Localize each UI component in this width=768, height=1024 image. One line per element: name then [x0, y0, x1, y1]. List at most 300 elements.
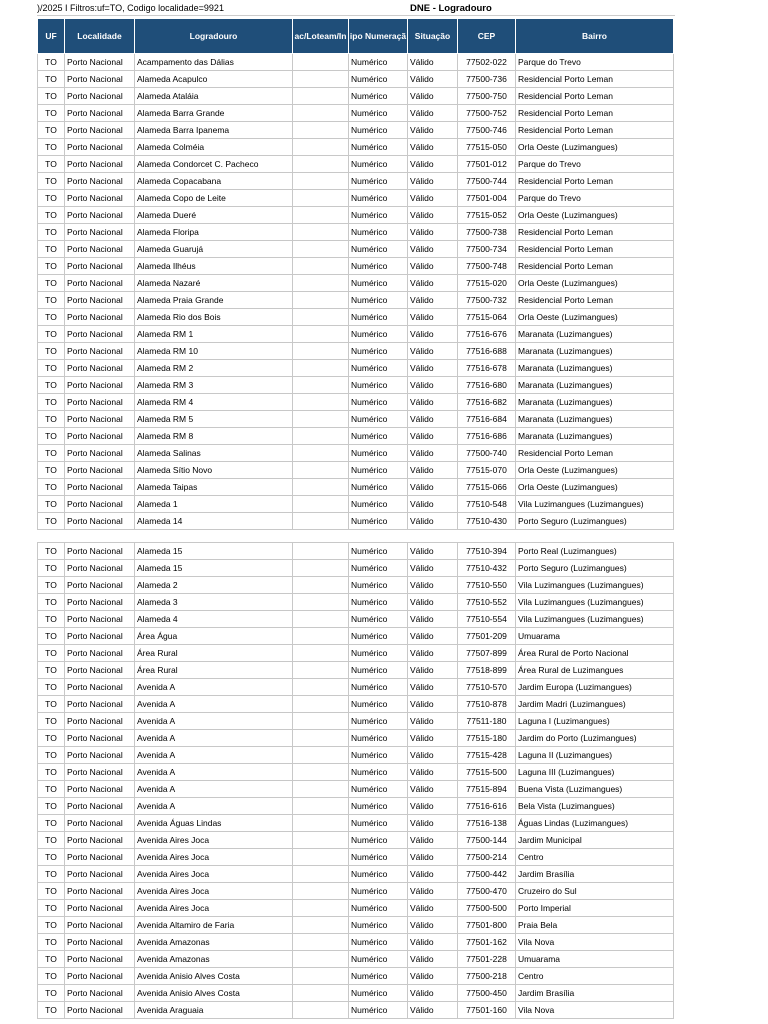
cell-tipo-numeracao: Numérico [349, 577, 408, 594]
cell-situacao: Válido [408, 241, 458, 258]
cell-bairro: Porto Seguro (Luzimangues) [516, 513, 674, 530]
table-header-row [38, 19, 674, 54]
cell-logradouro: Avenida A [135, 696, 293, 713]
cell-logradouro: Alameda Copo de Leite [135, 190, 293, 207]
cell-complemento [293, 411, 349, 428]
cell-tipo-numeracao: Numérico [349, 360, 408, 377]
table-row [38, 139, 674, 156]
cell-tipo-numeracao: Numérico [349, 628, 408, 645]
cell-localidade: Porto Nacional [65, 849, 135, 866]
cell-localidade: Porto Nacional [65, 411, 135, 428]
cell-tipo-numeracao: Numérico [349, 292, 408, 309]
cell-cep: 77515-894 [458, 781, 516, 798]
cell-situacao: Válido [408, 190, 458, 207]
cell-localidade: Porto Nacional [65, 730, 135, 747]
cell-cep: 77516-684 [458, 411, 516, 428]
cell-uf: TO [38, 360, 65, 377]
cell-complemento [293, 207, 349, 224]
cell-logradouro: Área Água [135, 628, 293, 645]
cell-complemento [293, 985, 349, 1002]
cell-bairro: Residencial Porto Leman [516, 292, 674, 309]
table-row [38, 628, 674, 645]
table-row [38, 900, 674, 917]
cell-bairro: Umuarama [516, 628, 674, 645]
table-row [38, 662, 674, 679]
cell-situacao: Válido [408, 377, 458, 394]
cell-localidade: Porto Nacional [65, 513, 135, 530]
cell-complemento [293, 747, 349, 764]
cell-complemento [293, 662, 349, 679]
cell-localidade: Porto Nacional [65, 832, 135, 849]
cell-complemento [293, 781, 349, 798]
cell-complemento [293, 292, 349, 309]
cell-bairro: Maranata (Luzimangues) [516, 343, 674, 360]
cell-bairro: Jardim Brasília [516, 985, 674, 1002]
cell-tipo-numeracao: Numérico [349, 1002, 408, 1019]
cell-localidade: Porto Nacional [65, 798, 135, 815]
cell-cep: 77515-050 [458, 139, 516, 156]
cell-uf: TO [38, 543, 65, 560]
cell-tipo-numeracao: Numérico [349, 88, 408, 105]
cell-logradouro: Alameda Nazaré [135, 275, 293, 292]
col-header-bairro: Bairro [516, 19, 674, 54]
cell-uf: TO [38, 832, 65, 849]
cell-complemento [293, 224, 349, 241]
cell-situacao: Válido [408, 679, 458, 696]
cell-uf: TO [38, 343, 65, 360]
cell-uf: TO [38, 696, 65, 713]
cell-localidade: Porto Nacional [65, 951, 135, 968]
cell-cep: 77510-548 [458, 496, 516, 513]
cell-situacao: Válido [408, 951, 458, 968]
cell-complemento [293, 611, 349, 628]
cell-tipo-numeracao: Numérico [349, 71, 408, 88]
cell-bairro: Jardim Brasília [516, 866, 674, 883]
cell-localidade: Porto Nacional [65, 224, 135, 241]
cell-uf: TO [38, 611, 65, 628]
cell-tipo-numeracao: Numérico [349, 428, 408, 445]
col-header-uf: UF [38, 19, 65, 54]
cell-tipo-numeracao: Numérico [349, 543, 408, 560]
cell-situacao: Válido [408, 934, 458, 951]
cell-situacao: Válido [408, 71, 458, 88]
cell-cep: 77500-746 [458, 122, 516, 139]
cell-bairro: Bela Vista (Luzimangues) [516, 798, 674, 815]
table-row [38, 696, 674, 713]
cell-tipo-numeracao: Numérico [349, 462, 408, 479]
cell-uf: TO [38, 479, 65, 496]
cell-uf: TO [38, 54, 65, 71]
cell-logradouro: Avenida Aires Joca [135, 866, 293, 883]
cell-localidade: Porto Nacional [65, 594, 135, 611]
cell-uf: TO [38, 122, 65, 139]
cell-uf: TO [38, 917, 65, 934]
cell-bairro: Orla Oeste (Luzimangues) [516, 309, 674, 326]
cell-bairro: Residencial Porto Leman [516, 241, 674, 258]
cell-cep: 77501-162 [458, 934, 516, 951]
cell-complemento [293, 428, 349, 445]
cell-situacao: Válido [408, 968, 458, 985]
cell-tipo-numeracao: Numérico [349, 611, 408, 628]
cell-complemento [293, 560, 349, 577]
cell-complemento [293, 713, 349, 730]
cell-cep: 77516-688 [458, 343, 516, 360]
cell-situacao: Válido [408, 224, 458, 241]
cell-logradouro: Alameda RM 4 [135, 394, 293, 411]
cell-complemento [293, 88, 349, 105]
cell-cep: 77515-180 [458, 730, 516, 747]
cell-logradouro: Alameda Copacabana [135, 173, 293, 190]
cell-tipo-numeracao: Numérico [349, 696, 408, 713]
col-header-tipo-numeracao: ipo Numeraçã [349, 19, 408, 54]
cell-situacao: Válido [408, 496, 458, 513]
cell-tipo-numeracao: Numérico [349, 815, 408, 832]
cell-bairro: Parque do Trevo [516, 156, 674, 173]
cell-uf: TO [38, 577, 65, 594]
cell-situacao: Válido [408, 662, 458, 679]
cell-cep: 77501-228 [458, 951, 516, 968]
cell-tipo-numeracao: Numérico [349, 832, 408, 849]
cell-bairro: Residencial Porto Leman [516, 445, 674, 462]
cell-localidade: Porto Nacional [65, 54, 135, 71]
table-row [38, 462, 674, 479]
cell-bairro: Jardim Municipal [516, 832, 674, 849]
cell-uf: TO [38, 628, 65, 645]
table-row [38, 513, 674, 530]
cell-bairro: Centro [516, 849, 674, 866]
cell-localidade: Porto Nacional [65, 343, 135, 360]
cell-tipo-numeracao: Numérico [349, 560, 408, 577]
cell-complemento [293, 173, 349, 190]
cell-logradouro: Avenida Araguaia [135, 1002, 293, 1019]
cell-complemento [293, 241, 349, 258]
table-row [38, 730, 674, 747]
cell-cep: 77518-899 [458, 662, 516, 679]
cell-cep: 77500-752 [458, 105, 516, 122]
cell-uf: TO [38, 309, 65, 326]
cell-logradouro: Avenida A [135, 781, 293, 798]
cell-uf: TO [38, 173, 65, 190]
cell-bairro: Laguna III (Luzimangues) [516, 764, 674, 781]
cell-logradouro: Área Rural [135, 645, 293, 662]
cell-tipo-numeracao: Numérico [349, 917, 408, 934]
cell-bairro: Maranata (Luzimangues) [516, 411, 674, 428]
cell-bairro: Orla Oeste (Luzimangues) [516, 207, 674, 224]
cell-tipo-numeracao: Numérico [349, 747, 408, 764]
cell-situacao: Válido [408, 832, 458, 849]
cell-localidade: Porto Nacional [65, 747, 135, 764]
cell-localidade: Porto Nacional [65, 985, 135, 1002]
cell-logradouro: Alameda 3 [135, 594, 293, 611]
cell-bairro: Área Rural de Porto Nacional [516, 645, 674, 662]
cell-localidade: Porto Nacional [65, 662, 135, 679]
cell-logradouro: Alameda Barra Grande [135, 105, 293, 122]
cell-tipo-numeracao: Numérico [349, 326, 408, 343]
cell-logradouro: Avenida Aires Joca [135, 900, 293, 917]
cell-uf: TO [38, 275, 65, 292]
cell-localidade: Porto Nacional [65, 173, 135, 190]
cell-complemento [293, 628, 349, 645]
cell-cep: 77500-500 [458, 900, 516, 917]
cell-complemento [293, 190, 349, 207]
cell-complemento [293, 798, 349, 815]
cell-cep: 77510-552 [458, 594, 516, 611]
cell-localidade: Porto Nacional [65, 815, 135, 832]
cell-logradouro: Alameda 15 [135, 543, 293, 560]
cell-complemento [293, 730, 349, 747]
cell-logradouro: Acampamento das Dálias [135, 54, 293, 71]
cell-cep: 77500-218 [458, 968, 516, 985]
cell-logradouro: Alameda RM 8 [135, 428, 293, 445]
cell-localidade: Porto Nacional [65, 139, 135, 156]
cell-situacao: Válido [408, 54, 458, 71]
cell-situacao: Válido [408, 917, 458, 934]
cell-complemento [293, 832, 349, 849]
cell-bairro: Maranata (Luzimangues) [516, 428, 674, 445]
cell-bairro: Laguna II (Luzimangues) [516, 747, 674, 764]
table-row [38, 560, 674, 577]
cell-tipo-numeracao: Numérico [349, 224, 408, 241]
table-row [38, 445, 674, 462]
table-row [38, 985, 674, 1002]
table-row [38, 54, 674, 71]
cell-localidade: Porto Nacional [65, 377, 135, 394]
logradouro-table [37, 18, 674, 530]
cell-cep: 77500-144 [458, 832, 516, 849]
table-row [38, 156, 674, 173]
cell-logradouro: Avenida A [135, 713, 293, 730]
cell-bairro: Residencial Porto Leman [516, 88, 674, 105]
cell-localidade: Porto Nacional [65, 628, 135, 645]
cell-cep: 77510-432 [458, 560, 516, 577]
cell-situacao: Válido [408, 645, 458, 662]
cell-tipo-numeracao: Numérico [349, 730, 408, 747]
col-header-situacao: Situação [408, 19, 458, 54]
cell-tipo-numeracao: Numérico [349, 207, 408, 224]
cell-logradouro: Avenida Altamiro de Faria [135, 917, 293, 934]
cell-localidade: Porto Nacional [65, 190, 135, 207]
cell-situacao: Válido [408, 326, 458, 343]
cell-uf: TO [38, 292, 65, 309]
cell-complemento [293, 275, 349, 292]
cell-bairro: Residencial Porto Leman [516, 224, 674, 241]
table-row [38, 292, 674, 309]
cell-cep: 77510-394 [458, 543, 516, 560]
cell-uf: TO [38, 883, 65, 900]
cell-complemento [293, 917, 349, 934]
cell-tipo-numeracao: Numérico [349, 173, 408, 190]
cell-uf: TO [38, 207, 65, 224]
cell-bairro: Maranata (Luzimangues) [516, 360, 674, 377]
table-row [38, 479, 674, 496]
table-row [38, 309, 674, 326]
cell-uf: TO [38, 462, 65, 479]
cell-uf: TO [38, 849, 65, 866]
cell-bairro: Orla Oeste (Luzimangues) [516, 139, 674, 156]
cell-uf: TO [38, 326, 65, 343]
cell-logradouro: Alameda Dueré [135, 207, 293, 224]
cell-uf: TO [38, 815, 65, 832]
cell-tipo-numeracao: Numérico [349, 275, 408, 292]
cell-uf: TO [38, 1002, 65, 1019]
table-row [38, 798, 674, 815]
table-row [38, 173, 674, 190]
cell-cep: 77515-070 [458, 462, 516, 479]
cell-cep: 77500-744 [458, 173, 516, 190]
cell-bairro: Residencial Porto Leman [516, 71, 674, 88]
cell-cep: 77515-064 [458, 309, 516, 326]
cell-situacao: Válido [408, 900, 458, 917]
cell-localidade: Porto Nacional [65, 156, 135, 173]
cell-cep: 77510-878 [458, 696, 516, 713]
cell-logradouro: Avenida Anisio Alves Costa [135, 968, 293, 985]
cell-localidade: Porto Nacional [65, 713, 135, 730]
table-row [38, 122, 674, 139]
cell-uf: TO [38, 105, 65, 122]
cell-uf: TO [38, 968, 65, 985]
cell-localidade: Porto Nacional [65, 577, 135, 594]
cell-situacao: Válido [408, 258, 458, 275]
cell-logradouro: Alameda Rio dos Bois [135, 309, 293, 326]
cell-logradouro: Avenida Aires Joca [135, 832, 293, 849]
cell-cep: 77515-020 [458, 275, 516, 292]
cell-tipo-numeracao: Numérico [349, 54, 408, 71]
cell-cep: 77515-428 [458, 747, 516, 764]
cell-localidade: Porto Nacional [65, 764, 135, 781]
cell-cep: 77516-678 [458, 360, 516, 377]
cell-uf: TO [38, 985, 65, 1002]
cell-complemento [293, 377, 349, 394]
cell-cep: 77515-066 [458, 479, 516, 496]
table-row [38, 377, 674, 394]
cell-bairro: Residencial Porto Leman [516, 122, 674, 139]
col-header-complemento: ac/Loteam/In [293, 19, 349, 54]
cell-cep: 77500-734 [458, 241, 516, 258]
cell-logradouro: Avenida Aires Joca [135, 883, 293, 900]
cell-uf: TO [38, 513, 65, 530]
cell-situacao: Válido [408, 628, 458, 645]
report-title: DNE - Logradouro [410, 3, 492, 14]
cell-complemento [293, 577, 349, 594]
cell-localidade: Porto Nacional [65, 428, 135, 445]
cell-logradouro: Avenida A [135, 747, 293, 764]
cell-complemento [293, 815, 349, 832]
cell-uf: TO [38, 900, 65, 917]
cell-situacao: Válido [408, 560, 458, 577]
cell-bairro: Orla Oeste (Luzimangues) [516, 275, 674, 292]
cell-complemento [293, 105, 349, 122]
cell-logradouro: Avenida Anisio Alves Costa [135, 985, 293, 1002]
table-row [38, 883, 674, 900]
cell-logradouro: Alameda 1 [135, 496, 293, 513]
cell-bairro: Umuarama [516, 951, 674, 968]
cell-complemento [293, 934, 349, 951]
cell-localidade: Porto Nacional [65, 611, 135, 628]
cell-localidade: Porto Nacional [65, 445, 135, 462]
cell-tipo-numeracao: Numérico [349, 985, 408, 1002]
filters-text: )/2025 I Filtros:uf=TO, Codigo localidade=9921 [37, 3, 224, 13]
cell-logradouro: Avenida Aires Joca [135, 849, 293, 866]
cell-tipo-numeracao: Numérico [349, 645, 408, 662]
cell-situacao: Válido [408, 1002, 458, 1019]
cell-complemento [293, 309, 349, 326]
cell-uf: TO [38, 866, 65, 883]
cell-tipo-numeracao: Numérico [349, 679, 408, 696]
cell-uf: TO [38, 747, 65, 764]
cell-situacao: Válido [408, 713, 458, 730]
cell-cep: 77501-004 [458, 190, 516, 207]
cell-complemento [293, 258, 349, 275]
cell-uf: TO [38, 496, 65, 513]
cell-cep: 77500-214 [458, 849, 516, 866]
table-row [38, 577, 674, 594]
cell-localidade: Porto Nacional [65, 309, 135, 326]
cell-localidade: Porto Nacional [65, 866, 135, 883]
cell-situacao: Válido [408, 343, 458, 360]
cell-logradouro: Avenida Águas Lindas [135, 815, 293, 832]
cell-bairro: Porto Imperial [516, 900, 674, 917]
cell-cep: 77500-736 [458, 71, 516, 88]
cell-tipo-numeracao: Numérico [349, 934, 408, 951]
cell-complemento [293, 360, 349, 377]
cell-situacao: Válido [408, 985, 458, 1002]
table-row [38, 1002, 674, 1019]
cell-situacao: Válido [408, 292, 458, 309]
cell-complemento [293, 445, 349, 462]
cell-uf: TO [38, 730, 65, 747]
cell-bairro: Parque do Trevo [516, 54, 674, 71]
cell-tipo-numeracao: Numérico [349, 241, 408, 258]
cell-situacao: Válido [408, 105, 458, 122]
cell-uf: TO [38, 951, 65, 968]
table-row [38, 428, 674, 445]
cell-uf: TO [38, 662, 65, 679]
table-row [38, 543, 674, 560]
table-row [38, 394, 674, 411]
cell-bairro: Cruzeiro do Sul [516, 883, 674, 900]
cell-complemento [293, 849, 349, 866]
cell-situacao: Válido [408, 309, 458, 326]
cell-bairro: Vila Luzimangues (Luzimangues) [516, 577, 674, 594]
cell-uf: TO [38, 781, 65, 798]
cell-logradouro: Alameda Praia Grande [135, 292, 293, 309]
cell-situacao: Válido [408, 428, 458, 445]
cell-bairro: Orla Oeste (Luzimangues) [516, 479, 674, 496]
cell-cep: 77501-800 [458, 917, 516, 934]
cell-tipo-numeracao: Numérico [349, 662, 408, 679]
cell-logradouro: Avenida Amazonas [135, 951, 293, 968]
cell-localidade: Porto Nacional [65, 292, 135, 309]
cell-logradouro: Alameda Condorcet C. Pacheco [135, 156, 293, 173]
cell-situacao: Válido [408, 849, 458, 866]
cell-situacao: Válido [408, 156, 458, 173]
cell-situacao: Válido [408, 866, 458, 883]
cell-bairro: Águas Lindas (Luzimangues) [516, 815, 674, 832]
cell-tipo-numeracao: Numérico [349, 764, 408, 781]
col-header-localidade: Localidade [65, 19, 135, 54]
cell-uf: TO [38, 679, 65, 696]
cell-uf: TO [38, 88, 65, 105]
cell-uf: TO [38, 560, 65, 577]
cell-logradouro: Alameda RM 10 [135, 343, 293, 360]
table-row [38, 71, 674, 88]
cell-bairro: Porto Seguro (Luzimangues) [516, 560, 674, 577]
cell-situacao: Válido [408, 764, 458, 781]
cell-situacao: Válido [408, 883, 458, 900]
cell-uf: TO [38, 377, 65, 394]
cell-situacao: Válido [408, 394, 458, 411]
table-row [38, 951, 674, 968]
